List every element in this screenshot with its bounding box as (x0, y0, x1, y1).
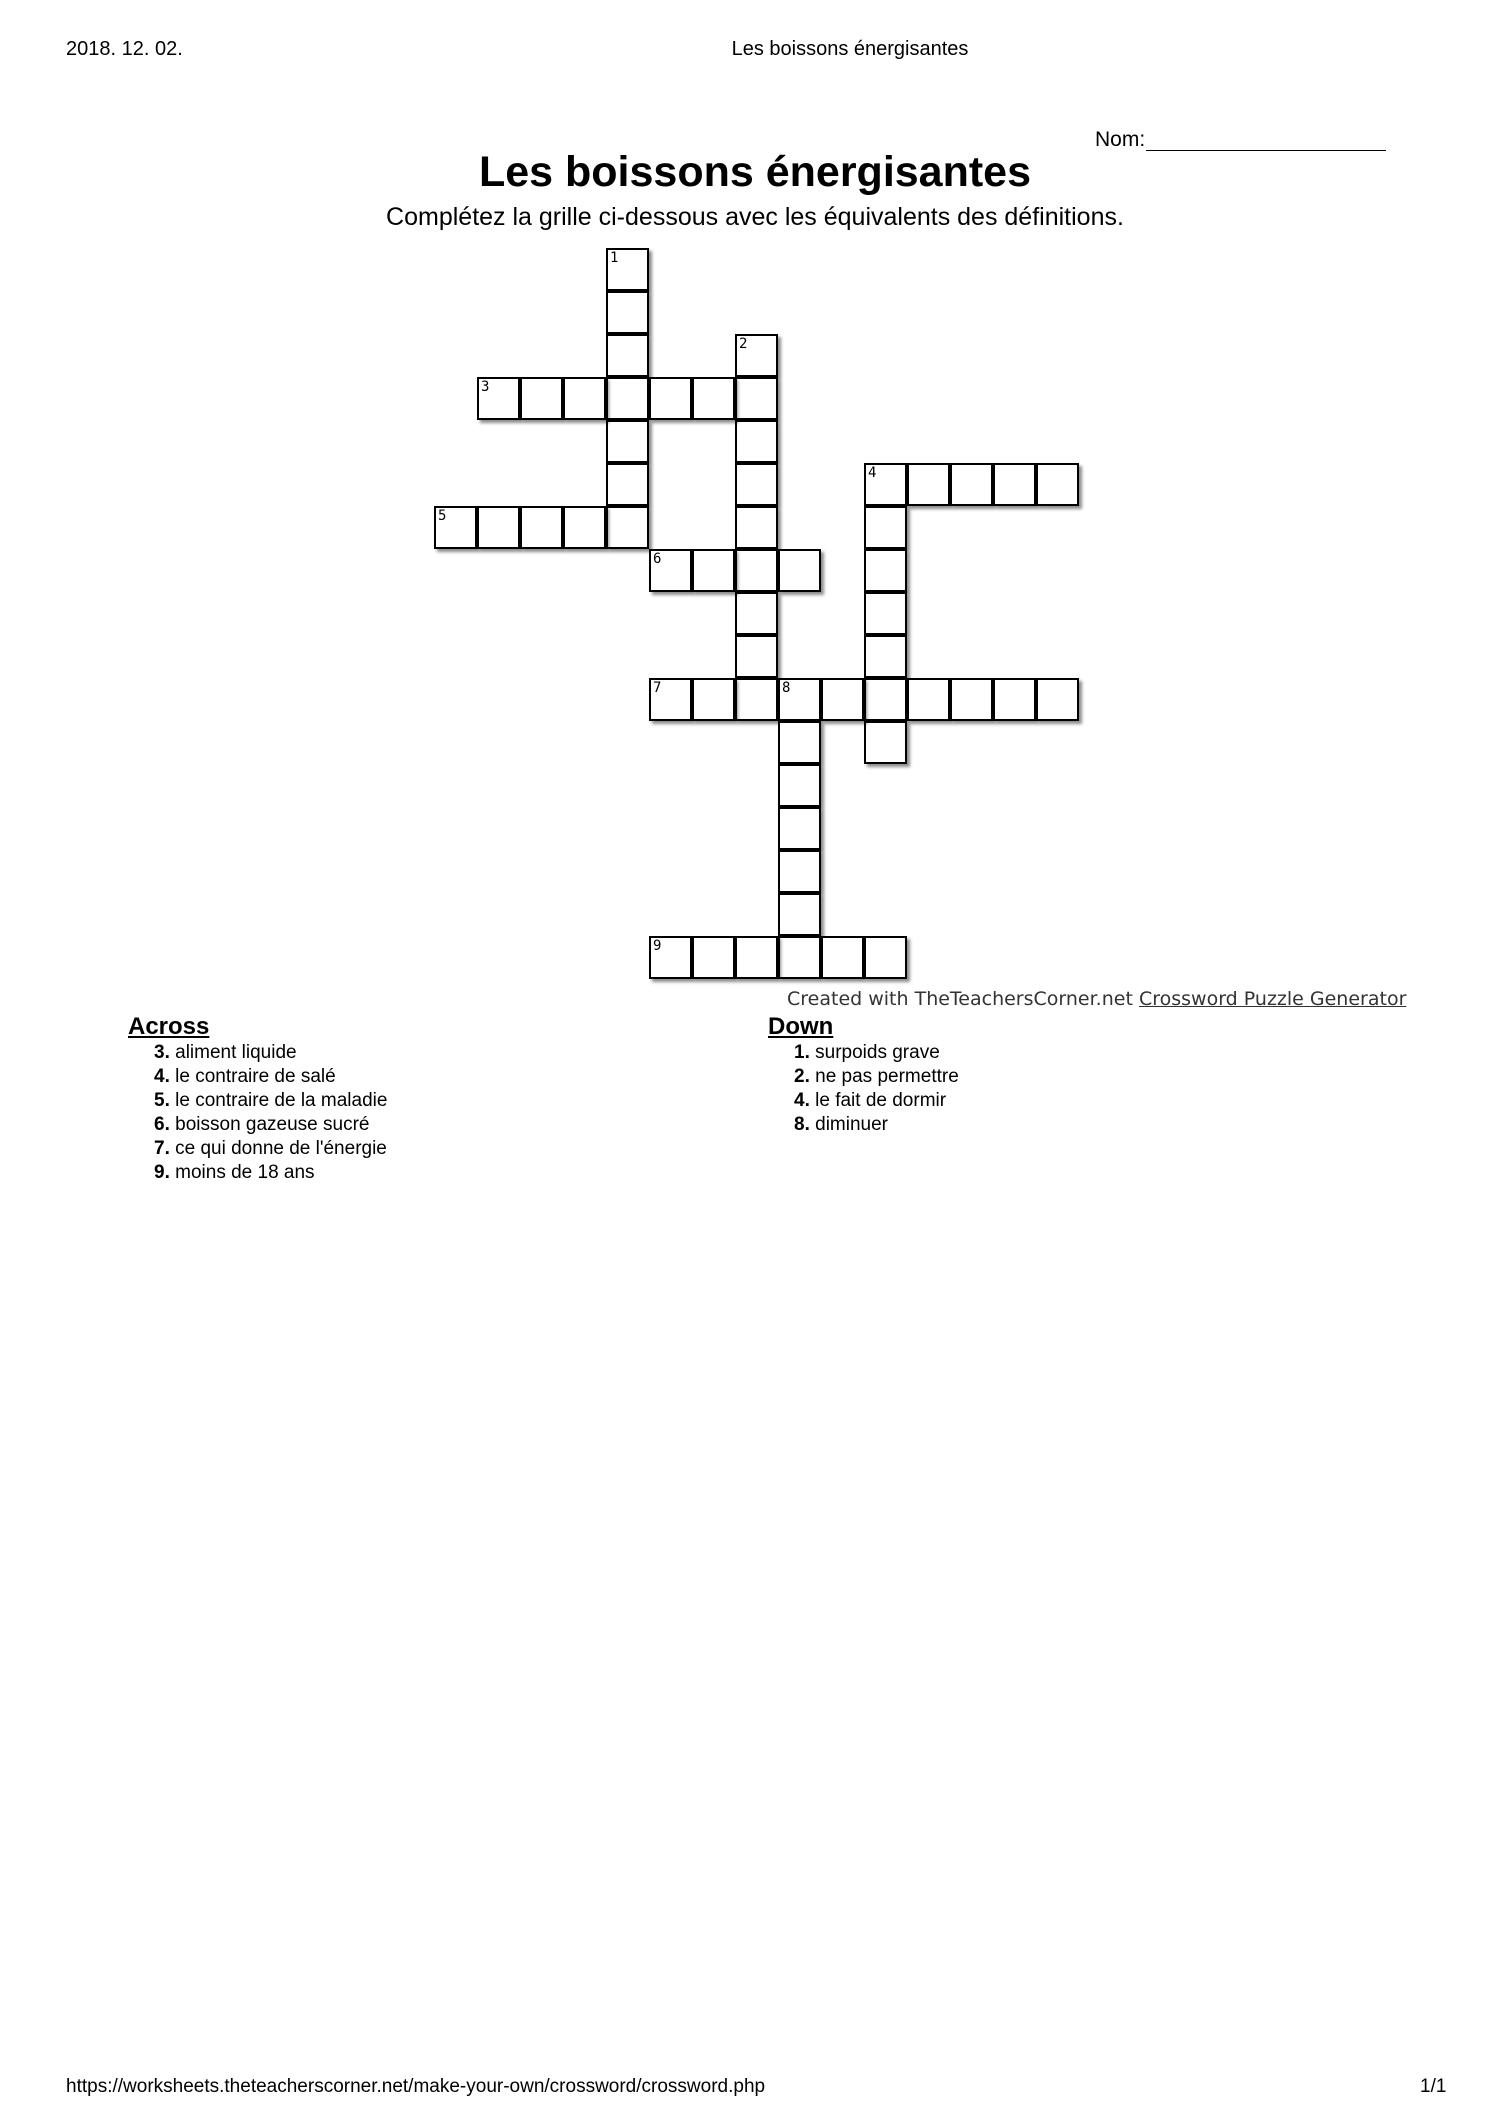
crossword-cell[interactable] (864, 678, 907, 721)
clue-number: 3. (154, 1042, 170, 1063)
crossword-cell[interactable] (735, 592, 778, 635)
clue-text: surpoids grave (815, 1042, 940, 1063)
crossword-cell[interactable] (606, 291, 649, 334)
clue-number: 7. (154, 1138, 170, 1159)
clue-text: boisson gazeuse sucré (175, 1114, 370, 1135)
clue-text: diminuer (815, 1114, 889, 1135)
across-clue (154, 1161, 387, 1185)
clue-number: 5. (154, 1090, 170, 1111)
down-clue (794, 1113, 959, 1137)
crossword-cell[interactable] (864, 549, 907, 592)
across-clue (154, 1113, 387, 1137)
print-date: 2018. 12. 02. (66, 38, 183, 60)
clue-number: 2. (794, 1066, 810, 1087)
clue-number: 9. (154, 1162, 170, 1183)
crossword-cell[interactable] (735, 549, 778, 592)
clue-text: ne pas permettre (815, 1066, 959, 1087)
crossword-cell[interactable] (735, 420, 778, 463)
across-clue (154, 1137, 387, 1161)
crossword-cell[interactable] (735, 377, 778, 420)
crossword-cell[interactable] (434, 506, 477, 549)
crossword-cell[interactable] (864, 936, 907, 979)
clue-number: 8. (794, 1114, 810, 1135)
crossword-cell[interactable] (907, 678, 950, 721)
crossword-cell[interactable] (563, 377, 606, 420)
crossword-cell[interactable] (649, 549, 692, 592)
down-clue (794, 1089, 959, 1113)
crossword-cell[interactable] (864, 635, 907, 678)
crossword-grid (0, 0, 1500, 1000)
crossword-cell[interactable] (649, 678, 692, 721)
clue-text: le contraire de salé (175, 1066, 336, 1087)
cell-clue-number: 4 (868, 465, 877, 481)
crossword-cell[interactable] (735, 334, 778, 377)
footer-page-number: 1/1 (1420, 2076, 1447, 2097)
crossword-cell[interactable] (864, 463, 907, 506)
crossword-cell[interactable] (692, 678, 735, 721)
name-label: Nom: (1095, 128, 1146, 151)
clue-number: 6. (154, 1114, 170, 1135)
crossword-cell[interactable] (692, 549, 735, 592)
crossword-cell[interactable] (606, 463, 649, 506)
crossword-cell[interactable] (649, 377, 692, 420)
crossword-cell[interactable] (778, 807, 821, 850)
crossword-cell[interactable] (778, 893, 821, 936)
crossword-cell[interactable] (735, 463, 778, 506)
instructions: Complétez la grille ci-dessous avec les équivalents des définitions. (386, 203, 1124, 231)
down-clue (794, 1041, 959, 1065)
crossword-cell[interactable] (735, 506, 778, 549)
cell-clue-number: 8 (782, 680, 791, 696)
cell-clue-number: 9 (653, 938, 662, 954)
clue-text: moins de 18 ans (175, 1162, 315, 1183)
crossword-cell[interactable] (1036, 678, 1079, 721)
crossword-cell[interactable] (778, 850, 821, 893)
crossword-cell[interactable] (821, 678, 864, 721)
clue-number: 4. (794, 1090, 810, 1111)
crossword-cell[interactable] (1036, 463, 1079, 506)
crossword-cell[interactable] (778, 764, 821, 807)
down-heading: Down (768, 1013, 834, 1040)
crossword-cell[interactable] (778, 721, 821, 764)
crossword-cell[interactable] (606, 334, 649, 377)
crossword-cell[interactable] (821, 936, 864, 979)
clue-text: ce qui donne de l'énergie (175, 1138, 387, 1159)
clue-number: 1. (794, 1042, 810, 1063)
clue-number: 4. (154, 1066, 170, 1087)
crossword-cell[interactable] (606, 248, 649, 291)
across-clue-list (154, 1041, 387, 1185)
page-title: Les boissons énergisantes (478, 148, 1032, 196)
clue-text: le contraire de la maladie (175, 1090, 388, 1111)
crossword-cell[interactable] (735, 678, 778, 721)
crossword-cell[interactable] (477, 506, 520, 549)
down-clue-list (794, 1041, 959, 1137)
cell-clue-number: 7 (653, 680, 662, 696)
crossword-cell[interactable] (606, 420, 649, 463)
crossword-cell[interactable] (520, 506, 563, 549)
crossword-cell[interactable] (864, 506, 907, 549)
across-heading: Across (128, 1013, 210, 1040)
crossword-cell[interactable] (692, 936, 735, 979)
credit-text: Created with TheTeachersCorner.net (787, 988, 1139, 1010)
crossword-cell[interactable] (864, 592, 907, 635)
crossword-cell[interactable] (735, 936, 778, 979)
across-clue (154, 1041, 387, 1065)
footer-url: https://worksheets.theteacherscorner.net/make-your-own/crossword/crossword.php (66, 2076, 766, 2097)
crossword-cell[interactable] (692, 377, 735, 420)
credit-line (787, 988, 1406, 1010)
crossword-cell[interactable] (950, 678, 993, 721)
crossword-cell[interactable] (778, 549, 821, 592)
crossword-cell[interactable] (993, 678, 1036, 721)
crossword-cell[interactable] (520, 377, 563, 420)
crossword-cell[interactable] (950, 463, 993, 506)
credit-link[interactable]: Crossword Puzzle Generator (1138, 988, 1407, 1010)
crossword-cell[interactable] (606, 377, 649, 420)
crossword-cell[interactable] (993, 463, 1036, 506)
down-clue (794, 1065, 959, 1089)
cell-clue-number: 5 (438, 508, 447, 524)
crossword-cell[interactable] (778, 678, 821, 721)
print-header-title: Les boissons énergisantes (731, 38, 969, 60)
crossword-cell[interactable] (649, 936, 692, 979)
crossword-cell[interactable] (735, 635, 778, 678)
clue-text: aliment liquide (175, 1042, 297, 1063)
crossword-cell[interactable] (864, 721, 907, 764)
cell-clue-number: 3 (481, 379, 490, 395)
crossword-cell[interactable] (907, 463, 950, 506)
crossword-cell[interactable] (563, 506, 606, 549)
cell-clue-number: 2 (739, 336, 748, 352)
crossword-cell[interactable] (778, 936, 821, 979)
crossword-cell[interactable] (606, 506, 649, 549)
across-clue (154, 1065, 387, 1089)
crossword-cell[interactable] (477, 377, 520, 420)
clue-text: le fait de dormir (815, 1090, 947, 1111)
cell-clue-number: 6 (653, 551, 662, 567)
across-clue (154, 1089, 387, 1113)
cell-clue-number: 1 (610, 250, 619, 266)
